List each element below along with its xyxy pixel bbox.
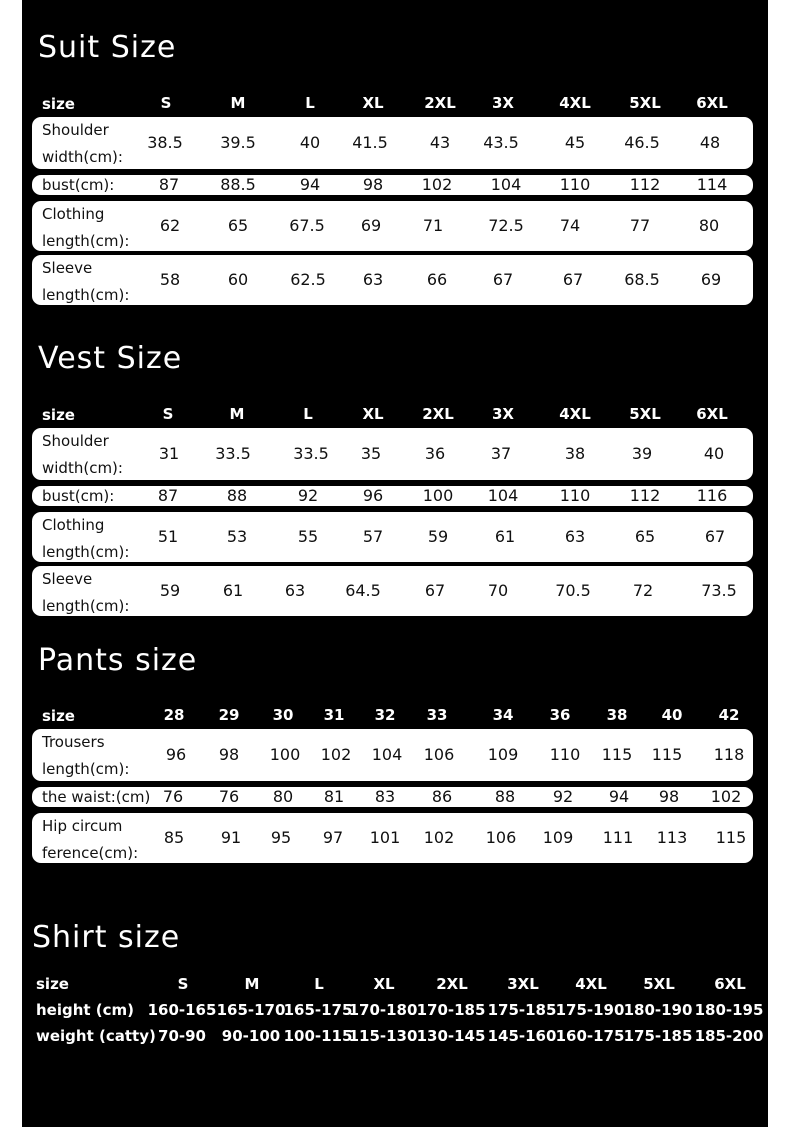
suit-header-size: 6XL	[696, 94, 728, 112]
shirt-cell: 170-180	[348, 1001, 418, 1019]
suit-cell: 114	[696, 175, 728, 194]
suit-cell: 112	[629, 175, 661, 194]
shirt-header-size: S	[177, 975, 189, 993]
pants-cell: 88	[494, 787, 516, 806]
vest-cell: 51	[157, 527, 179, 546]
pants-cell: 102	[423, 828, 455, 847]
suit-cell: 69	[360, 216, 382, 235]
pants-cell: 81	[323, 787, 345, 806]
vest-cell: 35	[360, 444, 382, 463]
shirt-row-label: height (cm)	[36, 1001, 135, 1019]
shirt-cell: 180-195	[694, 1001, 764, 1019]
vest-cell: 59	[159, 581, 181, 600]
pants-row	[32, 729, 753, 781]
suit-cell: 110	[559, 175, 591, 194]
suit-header-size: M	[230, 94, 246, 112]
suit-cell: 67.5	[289, 216, 325, 235]
pants-cell: 111	[602, 828, 634, 847]
shirt-header-size: 3XL	[507, 975, 539, 993]
suit-cell: 48	[699, 133, 721, 152]
pants-cell: 106	[485, 828, 517, 847]
shirt-header-size: 6XL	[714, 975, 746, 993]
shirt-cell: 130-145	[416, 1027, 486, 1045]
pants-row	[32, 813, 753, 863]
shirt-header-size: M	[244, 975, 260, 993]
pants-cell: 86	[431, 787, 453, 806]
vest-header-size: 2XL	[422, 405, 454, 423]
shirt-cell: 175-185	[487, 1001, 557, 1019]
suit-cell: 77	[629, 216, 651, 235]
pants-row	[32, 787, 753, 807]
shirt-header-size: XL	[373, 975, 395, 993]
pants-cell: 76	[162, 787, 184, 806]
suit-cell: 40	[299, 133, 321, 152]
pants-size-title: Pants size	[38, 643, 198, 678]
shirt-row-label: weight (catty)	[36, 1027, 156, 1045]
pants-header-size: 28	[163, 706, 185, 724]
vest-header-size: 3X	[491, 405, 515, 423]
suit-cell: 41.5	[352, 133, 388, 152]
vest-header-size: M	[229, 405, 245, 423]
vest-header-size: 5XL	[629, 405, 661, 423]
suit-cell: 87	[158, 175, 180, 194]
vest-cell: 64.5	[345, 581, 381, 600]
vest-cell: 63	[284, 581, 306, 600]
vest-cell: 104	[487, 486, 519, 505]
suit-header-size: 4XL	[559, 94, 591, 112]
vest-cell: 87	[157, 486, 179, 505]
suit-cell: 104	[490, 175, 522, 194]
vest-cell: 110	[559, 486, 591, 505]
suit-row	[32, 175, 753, 195]
pants-cell: 80	[272, 787, 294, 806]
suit-cell: 39.5	[220, 133, 256, 152]
vest-row	[32, 512, 753, 562]
shirt-cell: 160-165	[147, 1001, 217, 1019]
vest-size-title: Vest Size	[38, 341, 183, 376]
suit-header-size: 2XL	[424, 94, 456, 112]
suit-cell: 43.5	[483, 133, 519, 152]
pants-header-size: 42	[718, 706, 740, 724]
suit-header-size: L	[305, 94, 315, 112]
vest-cell: 33.5	[215, 444, 251, 463]
vest-cell: 57	[362, 527, 384, 546]
vest-header-size-label: size	[42, 406, 75, 424]
shirt-cell: 180-190	[623, 1001, 693, 1019]
shirt-header-size: 5XL	[643, 975, 675, 993]
suit-row	[32, 255, 753, 305]
suit-size-title: Suit Size	[38, 30, 177, 65]
vest-row	[32, 566, 753, 616]
shirt-cell: 170-185	[416, 1001, 486, 1019]
shirt-cell: 90-100	[221, 1027, 281, 1045]
vest-header-size: 6XL	[696, 405, 728, 423]
suit-header-size: 3X	[491, 94, 515, 112]
vest-cell: 100	[422, 486, 454, 505]
pants-cell: 115	[651, 745, 683, 764]
vest-cell: 33.5	[293, 444, 329, 463]
suit-header-size: S	[160, 94, 172, 112]
suit-cell: 74	[559, 216, 581, 235]
suit-cell: 102	[421, 175, 453, 194]
vest-row-label: Sleeve length(cm):	[42, 570, 130, 615]
suit-cell: 62.5	[290, 270, 326, 289]
pants-row-label: Trousers length(cm):	[42, 733, 130, 778]
suit-cell: 68.5	[624, 270, 660, 289]
pants-row-label: Hip circum ference(cm):	[42, 817, 139, 862]
suit-row	[32, 117, 753, 169]
pants-cell: 109	[542, 828, 574, 847]
shirt-header-size-label: size	[36, 975, 69, 993]
vest-row	[32, 486, 753, 506]
suit-row	[32, 201, 753, 251]
shirt-cell: 115-130	[348, 1027, 418, 1045]
vest-row-label: Shoulder width(cm):	[42, 432, 123, 477]
vest-cell: 116	[696, 486, 728, 505]
vest-cell: 70	[487, 581, 509, 600]
pants-cell: 106	[423, 745, 455, 764]
vest-cell: 39	[631, 444, 653, 463]
vest-row	[32, 428, 753, 480]
pants-cell: 83	[374, 787, 396, 806]
vest-header-size: S	[162, 405, 174, 423]
pants-cell: 102	[710, 787, 742, 806]
suit-cell: 80	[698, 216, 720, 235]
suit-cell: 98	[362, 175, 384, 194]
pants-cell: 115	[715, 828, 747, 847]
vest-cell: 61	[222, 581, 244, 600]
vest-cell: 37	[490, 444, 512, 463]
suit-cell: 94	[299, 175, 321, 194]
suit-cell: 43	[429, 133, 451, 152]
suit-cell: 65	[227, 216, 249, 235]
vest-cell: 73.5	[701, 581, 737, 600]
shirt-header-size: L	[314, 975, 324, 993]
shirt-cell: 145-160	[487, 1027, 557, 1045]
vest-header-size: 4XL	[559, 405, 591, 423]
pants-cell: 113	[656, 828, 688, 847]
pants-header-size: 32	[374, 706, 396, 724]
suit-cell: 67	[492, 270, 514, 289]
pants-header-size: 30	[272, 706, 294, 724]
suit-header-size: 5XL	[629, 94, 661, 112]
vest-row-label: Clothing length(cm):	[42, 516, 130, 561]
suit-cell: 69	[700, 270, 722, 289]
suit-header-size-label: size	[42, 95, 75, 113]
suit-row-label: Clothing length(cm):	[42, 205, 130, 250]
pants-cell: 92	[552, 787, 574, 806]
shirt-cell: 185-200	[694, 1027, 764, 1045]
pants-cell: 101	[369, 828, 401, 847]
pants-cell: 104	[371, 745, 403, 764]
suit-cell: 45	[564, 133, 586, 152]
size-chart-panel	[22, 0, 768, 1127]
vest-cell: 96	[362, 486, 384, 505]
pants-header-size: 29	[218, 706, 240, 724]
vest-cell: 67	[424, 581, 446, 600]
pants-cell: 94	[608, 787, 630, 806]
vest-cell: 38	[564, 444, 586, 463]
pants-header-size: 33	[426, 706, 448, 724]
shirt-cell: 175-190	[555, 1001, 625, 1019]
vest-cell: 55	[297, 527, 319, 546]
vest-cell: 65	[634, 527, 656, 546]
suit-cell: 38.5	[147, 133, 183, 152]
pants-cell: 97	[322, 828, 344, 847]
vest-cell: 72	[632, 581, 654, 600]
shirt-cell: 70-90	[158, 1027, 206, 1045]
shirt-cell: 100-115	[283, 1027, 353, 1045]
pants-cell: 85	[163, 828, 185, 847]
pants-cell: 98	[218, 745, 240, 764]
suit-cell: 72.5	[488, 216, 524, 235]
vest-header-size: L	[303, 405, 313, 423]
vest-cell: 63	[564, 527, 586, 546]
pants-cell: 118	[713, 745, 745, 764]
pants-header-size: 31	[323, 706, 345, 724]
pants-row-label: the waist:(cm)	[42, 787, 151, 806]
pants-cell: 98	[658, 787, 680, 806]
suit-cell: 63	[362, 270, 384, 289]
pants-header-size-label: size	[42, 707, 75, 725]
shirt-cell: 165-175	[283, 1001, 353, 1019]
pants-cell: 102	[320, 745, 352, 764]
pants-cell: 110	[549, 745, 581, 764]
pants-header-size: 36	[549, 706, 571, 724]
suit-cell: 62	[159, 216, 181, 235]
vest-cell: 67	[704, 527, 726, 546]
vest-cell: 31	[158, 444, 180, 463]
suit-row-label: Sleeve length(cm):	[42, 259, 130, 304]
suit-cell: 46.5	[624, 133, 660, 152]
vest-header-size: XL	[362, 405, 384, 423]
pants-cell: 91	[220, 828, 242, 847]
pants-header-size: 34	[492, 706, 514, 724]
suit-cell: 67	[562, 270, 584, 289]
pants-cell: 76	[218, 787, 240, 806]
vest-cell: 53	[226, 527, 248, 546]
pants-cell: 109	[487, 745, 519, 764]
suit-cell: 58	[159, 270, 181, 289]
shirt-header-size: 4XL	[575, 975, 607, 993]
vest-row-label: bust(cm):	[42, 486, 115, 505]
shirt-cell: 165-170	[216, 1001, 286, 1019]
pants-cell: 95	[270, 828, 292, 847]
vest-cell: 59	[427, 527, 449, 546]
vest-cell: 36	[424, 444, 446, 463]
vest-cell: 61	[494, 527, 516, 546]
vest-cell: 112	[629, 486, 661, 505]
pants-cell: 96	[165, 745, 187, 764]
suit-row-label: bust(cm):	[42, 175, 115, 194]
pants-header-size: 40	[661, 706, 683, 724]
pants-cell: 100	[269, 745, 301, 764]
shirt-header-size: 2XL	[436, 975, 468, 993]
vest-cell: 88	[226, 486, 248, 505]
pants-cell: 115	[601, 745, 633, 764]
suit-header-size: XL	[362, 94, 384, 112]
suit-row-label: Shoulder width(cm):	[42, 121, 123, 166]
suit-cell: 71	[422, 216, 444, 235]
pants-header-size: 38	[606, 706, 628, 724]
vest-cell: 70.5	[555, 581, 591, 600]
vest-cell: 92	[297, 486, 319, 505]
suit-cell: 60	[227, 270, 249, 289]
suit-cell: 88.5	[220, 175, 256, 194]
shirt-cell: 175-185	[623, 1027, 693, 1045]
vest-cell: 40	[703, 444, 725, 463]
suit-cell: 66	[426, 270, 448, 289]
shirt-size-title: Shirt size	[32, 920, 181, 955]
shirt-cell: 160-175	[555, 1027, 625, 1045]
